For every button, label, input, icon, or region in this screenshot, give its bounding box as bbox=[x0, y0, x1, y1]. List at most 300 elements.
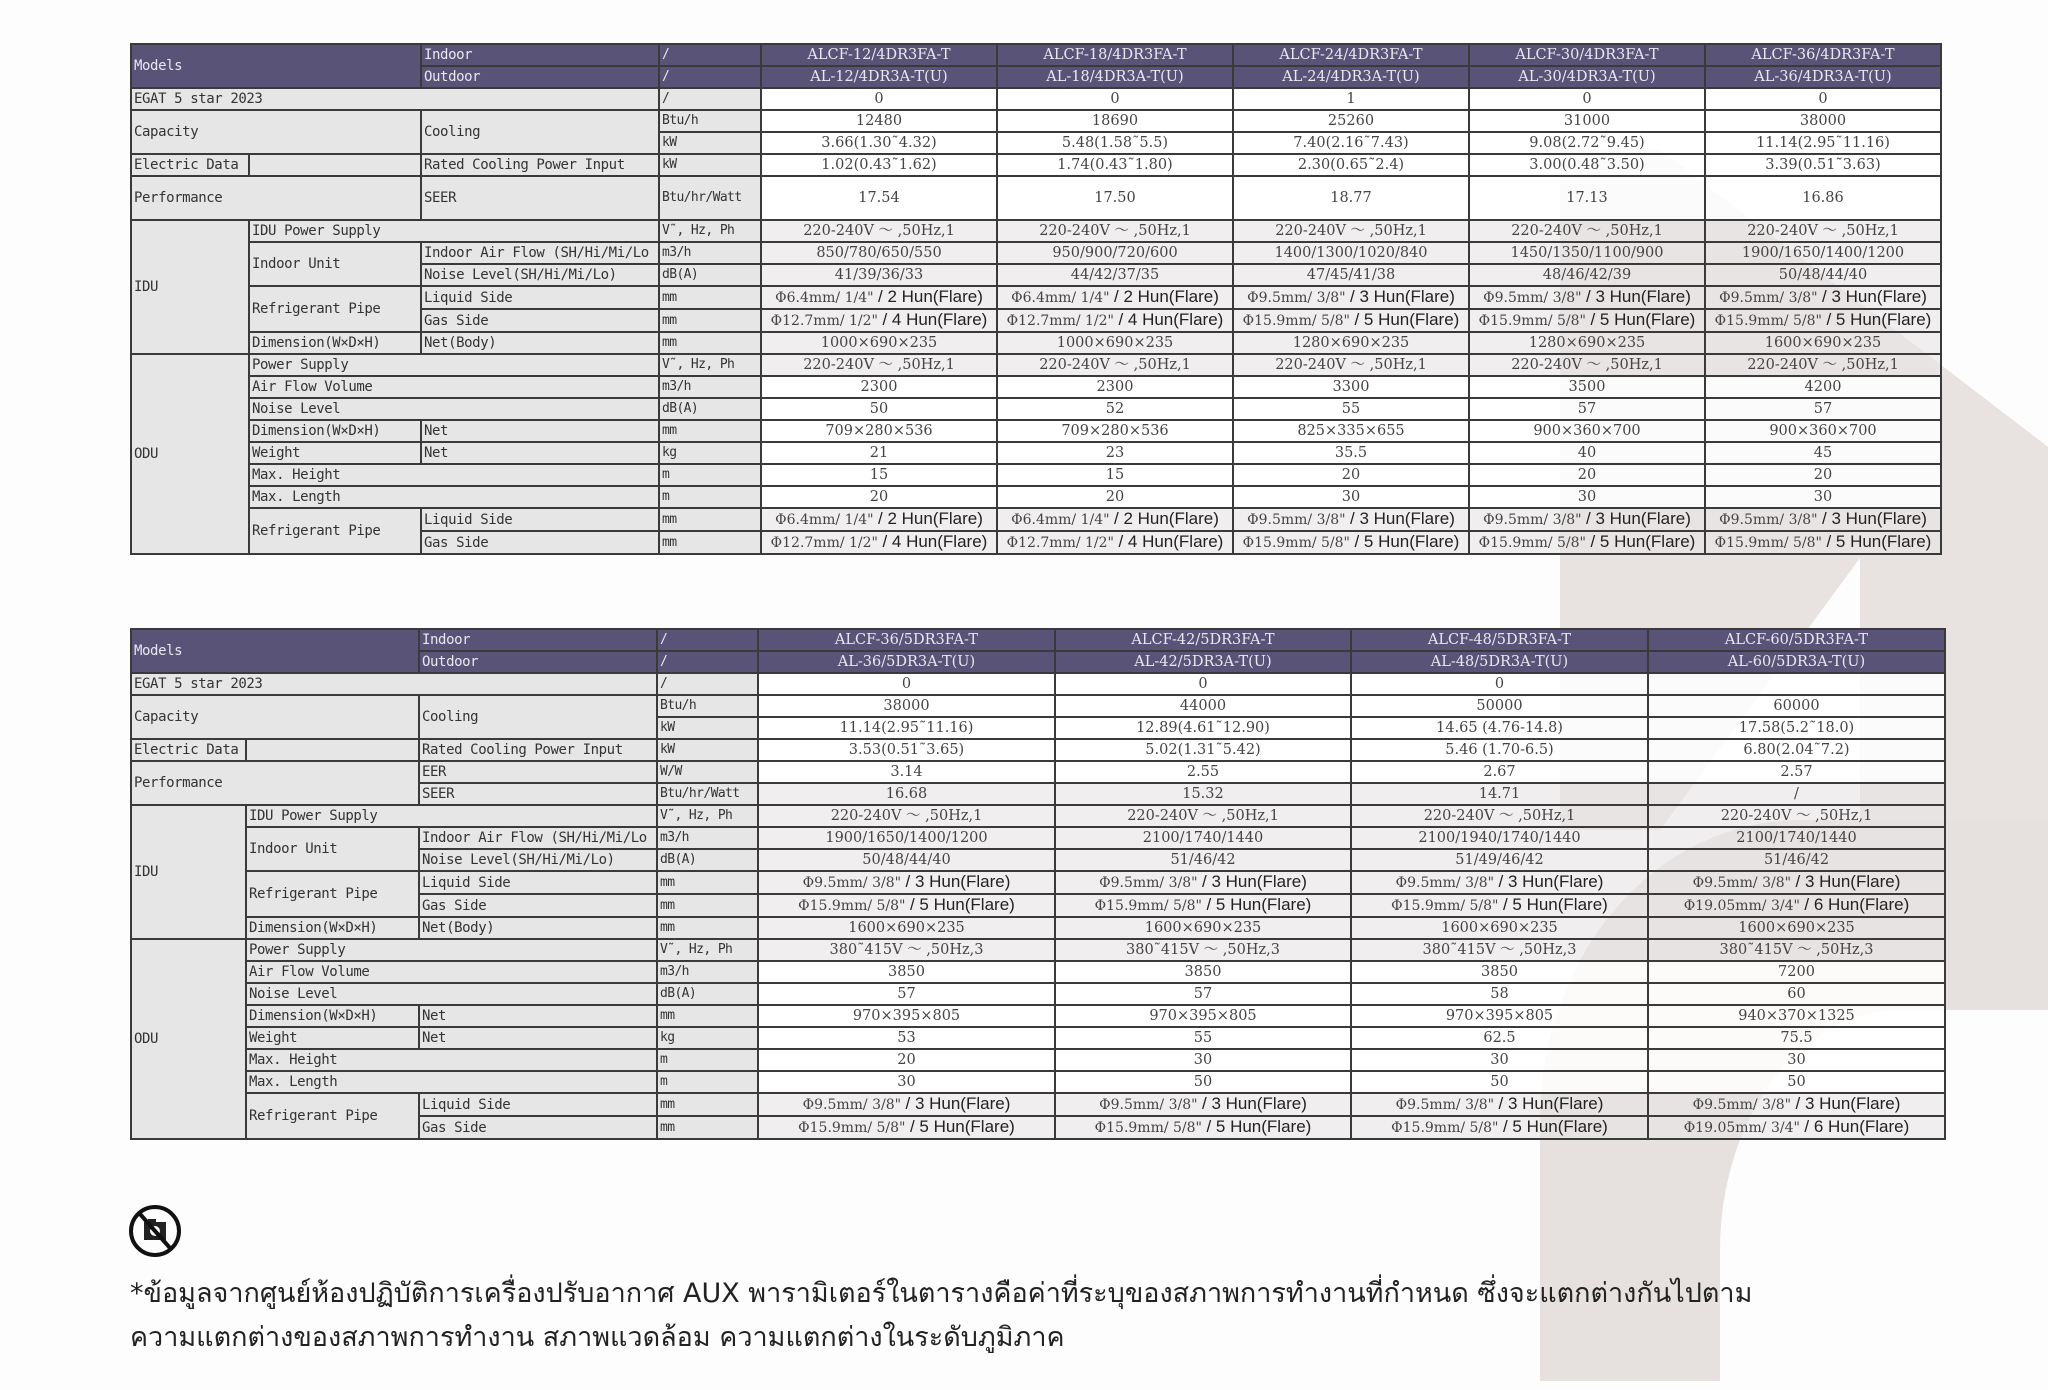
dimension-label: Dimension(W×D×H) bbox=[249, 420, 421, 442]
odu-power: 220-240V ～ ,50Hz,1 bbox=[1705, 354, 1941, 376]
max-height: 20 bbox=[1233, 464, 1469, 486]
table-row bbox=[131, 442, 1941, 464]
egat-value: 1 bbox=[1233, 88, 1469, 110]
indoor-label: Indoor bbox=[421, 44, 659, 66]
pipe-size-hun: / 3 Hun(Flare) bbox=[1586, 287, 1691, 306]
odu-power: 380˜415V ～ ,50Hz,3 bbox=[758, 939, 1055, 961]
max-length: 30 bbox=[1705, 486, 1941, 508]
table-row bbox=[131, 242, 1941, 264]
pipe-size-mm: Φ15.9mm/ 5/8" bbox=[1478, 313, 1586, 329]
odu-power: 220-240V ～ ,50Hz,1 bbox=[1469, 354, 1705, 376]
odu-noise: 58 bbox=[1351, 983, 1648, 1005]
pipe-size-mm: Φ6.4mm/ 1/4" bbox=[775, 290, 874, 306]
pipe-size-mm: Φ12.7mm/ 1/2" bbox=[770, 535, 878, 551]
idu-dimension: 1600×690×235 bbox=[1705, 332, 1941, 354]
power-input: 3.00(0.48˜3.50) bbox=[1469, 154, 1705, 176]
odu-power: 220-240V ～ ,50Hz,1 bbox=[1233, 354, 1469, 376]
noise-value: 51/46/42 bbox=[1055, 849, 1351, 871]
table-row bbox=[131, 398, 1941, 420]
table-row bbox=[131, 805, 1945, 827]
idu-power: 220-240V ～ ,50Hz,1 bbox=[1648, 805, 1945, 827]
idu-dimension: 1000×690×235 bbox=[997, 332, 1233, 354]
rated-power-label: Rated Cooling Power Input bbox=[419, 739, 657, 761]
airflow-label: Indoor Air Flow (SH/Hi/Mi/Lo bbox=[421, 242, 659, 264]
indoor-unit-label: Indoor Unit bbox=[246, 827, 419, 871]
unit-cell: mm bbox=[659, 332, 761, 354]
max-height: 30 bbox=[1055, 1049, 1351, 1071]
seer-value: 17.13 bbox=[1469, 176, 1705, 220]
refrigerant-pipe-label: Refrigerant Pipe bbox=[246, 1093, 419, 1139]
idu-gas-pipe bbox=[758, 894, 1055, 917]
eer-value: 2.55 bbox=[1055, 761, 1351, 783]
disclaimer-line-2: ความแตกต่างของสภาพการทำงาน สภาพแวดล้อม ความแตกต่างในระดับภูมิภาค bbox=[130, 1322, 1065, 1353]
table-row bbox=[131, 220, 1941, 242]
odu-dimension: 709×280×536 bbox=[761, 420, 997, 442]
odu-gas-pipe bbox=[1055, 1116, 1351, 1139]
pipe-size-hun: / 2 Hun(Flare) bbox=[878, 287, 983, 306]
idu-liquid-pipe bbox=[1055, 871, 1351, 894]
pipe-size-hun: / 5 Hun(Flare) bbox=[1354, 310, 1460, 329]
weight-label: Weight bbox=[246, 1027, 419, 1049]
power-supply-label: Power Supply bbox=[249, 354, 659, 376]
capacity-kw: 9.08(2.72˜9.45) bbox=[1469, 132, 1705, 154]
odu-gas-pipe bbox=[1233, 531, 1469, 554]
pipe-size-mm: Φ12.7mm/ 1/2" bbox=[770, 313, 878, 329]
idu-gas-pipe bbox=[1351, 894, 1648, 917]
outdoor-model: AL-12/4DR3A-T(U) bbox=[761, 66, 997, 88]
max-height: 30 bbox=[1648, 1049, 1945, 1071]
odu-airflow: 3850 bbox=[1351, 961, 1648, 983]
pipe-size-mm: Φ15.9mm/ 5/8" bbox=[1094, 1120, 1202, 1136]
odu-airflow: 2300 bbox=[997, 376, 1233, 398]
pipe-size-hun: / 5 Hun(Flare) bbox=[909, 1117, 1015, 1136]
pipe-size-mm: Φ15.9mm/ 5/8" bbox=[1391, 1120, 1499, 1136]
air-flow-volume-label: Air Flow Volume bbox=[249, 376, 659, 398]
unit-cell: mm bbox=[657, 1005, 758, 1027]
odu-airflow: 2300 bbox=[761, 376, 997, 398]
idu-label: IDU bbox=[131, 805, 246, 939]
unit-cell: m bbox=[657, 1071, 758, 1093]
odu-liquid-pipe bbox=[1055, 1093, 1351, 1116]
refrigerant-pipe-label: Refrigerant Pipe bbox=[249, 286, 421, 332]
pipe-size-hun: / 2 Hun(Flare) bbox=[1114, 287, 1219, 306]
net-label: Net bbox=[419, 1027, 657, 1049]
gas-side-label: Gas Side bbox=[421, 309, 659, 332]
outdoor-label: Outdoor bbox=[421, 66, 659, 88]
odu-gas-pipe bbox=[1648, 1116, 1945, 1139]
gas-side-label: Gas Side bbox=[421, 531, 659, 554]
liquid-side-label: Liquid Side bbox=[421, 286, 659, 309]
capacity-btuh: 50000 bbox=[1351, 695, 1648, 717]
airflow-label: Indoor Air Flow (SH/Hi/Mi/Lo bbox=[419, 827, 657, 849]
pipe-size-mm: Φ15.9mm/ 5/8" bbox=[1714, 313, 1822, 329]
indoor-model: ALCF-42/5DR3FA-T bbox=[1055, 629, 1351, 651]
odu-noise: 57 bbox=[1055, 983, 1351, 1005]
pipe-size-hun: / 3 Hun(Flare) bbox=[1586, 509, 1691, 528]
unit-cell: mm bbox=[659, 531, 761, 554]
egat-value: 0 bbox=[758, 673, 1055, 695]
table-row bbox=[131, 486, 1941, 508]
odu-noise: 57 bbox=[1469, 398, 1705, 420]
indoor-model: ALCF-30/4DR3FA-T bbox=[1469, 44, 1705, 66]
odu-dimension: 709×280×536 bbox=[997, 420, 1233, 442]
idu-label: IDU bbox=[131, 220, 249, 354]
noise-value: 48/46/42/39 bbox=[1469, 264, 1705, 286]
no-photo-icon bbox=[128, 1204, 182, 1258]
air-flow-volume-label: Air Flow Volume bbox=[246, 961, 657, 983]
idu-dimension: 1600×690×235 bbox=[758, 917, 1055, 939]
rated-power-label: Rated Cooling Power Input bbox=[421, 154, 659, 176]
idu-power: 220-240V ～ ,50Hz,1 bbox=[1705, 220, 1941, 242]
indoor-model: ALCF-12/4DR3FA-T bbox=[761, 44, 997, 66]
pipe-size-mm: Φ9.5mm/ 3/8" bbox=[1099, 1097, 1198, 1113]
table-row bbox=[131, 917, 1945, 939]
capacity-btuh: 18690 bbox=[997, 110, 1233, 132]
odu-gas-pipe bbox=[758, 1116, 1055, 1139]
unit-cell: dB(A) bbox=[659, 398, 761, 420]
table-row bbox=[131, 1005, 1945, 1027]
idu-power-label: IDU Power Supply bbox=[246, 805, 657, 827]
empty-label bbox=[249, 154, 421, 176]
noise-value: 41/39/36/33 bbox=[761, 264, 997, 286]
capacity-btuh: 38000 bbox=[1705, 110, 1941, 132]
unit-cell: mm bbox=[659, 309, 761, 332]
odu-dimension: 900×360×700 bbox=[1705, 420, 1941, 442]
outdoor-model: AL-36/5DR3A-T(U) bbox=[758, 651, 1055, 673]
capacity-kw: 12.89(4.61˜12.90) bbox=[1055, 717, 1351, 739]
unit-cell: V˜, Hz, Ph bbox=[657, 805, 758, 827]
max-height: 20 bbox=[1705, 464, 1941, 486]
egat-value: 0 bbox=[761, 88, 997, 110]
pipe-size-mm: Φ12.7mm/ 1/2" bbox=[1006, 313, 1114, 329]
empty-label bbox=[246, 739, 419, 761]
pipe-size-hun: / 2 Hun(Flare) bbox=[878, 509, 983, 528]
table-row bbox=[131, 1027, 1945, 1049]
unit-cell: / bbox=[659, 44, 761, 66]
table-row bbox=[131, 508, 1941, 531]
table-row bbox=[131, 961, 1945, 983]
odu-weight: 21 bbox=[761, 442, 997, 464]
egat-value bbox=[1648, 673, 1945, 695]
eer-value: 3.14 bbox=[758, 761, 1055, 783]
airflow-value: 850/780/650/550 bbox=[761, 242, 997, 264]
idu-dimension: 1600×690×235 bbox=[1648, 917, 1945, 939]
capacity-label: Capacity bbox=[131, 695, 419, 739]
gas-side-label: Gas Side bbox=[419, 1116, 657, 1139]
max-length: 50 bbox=[1648, 1071, 1945, 1093]
dimension-label: Dimension(W×D×H) bbox=[246, 1005, 419, 1027]
unit-cell: mm bbox=[659, 286, 761, 309]
pipe-size-mm: Φ12.7mm/ 1/2" bbox=[1006, 535, 1114, 551]
odu-liquid-pipe bbox=[1705, 508, 1941, 531]
idu-power: 220-240V ～ ,50Hz,1 bbox=[758, 805, 1055, 827]
airflow-value: 1400/1300/1020/840 bbox=[1233, 242, 1469, 264]
idu-dimension: 1600×690×235 bbox=[1055, 917, 1351, 939]
table-row bbox=[131, 1093, 1945, 1116]
egat-value: 0 bbox=[997, 88, 1233, 110]
unit-cell: / bbox=[659, 66, 761, 88]
pipe-size-mm: Φ9.5mm/ 3/8" bbox=[802, 1097, 902, 1113]
odu-dimension: 825×335×655 bbox=[1233, 420, 1469, 442]
egat-value: 0 bbox=[1705, 88, 1941, 110]
outdoor-model: AL-30/4DR3A-T(U) bbox=[1469, 66, 1705, 88]
performance-label: Performance bbox=[131, 761, 419, 805]
idu-liquid-pipe bbox=[1648, 871, 1945, 894]
unit-cell: kW bbox=[659, 154, 761, 176]
power-input: 2.30(0.65˜2.4) bbox=[1233, 154, 1469, 176]
max-height-label: Max. Height bbox=[246, 1049, 657, 1071]
net-body-label: Net(Body) bbox=[419, 917, 657, 939]
idu-gas-pipe bbox=[1055, 894, 1351, 917]
indoor-model: ALCF-36/5DR3FA-T bbox=[758, 629, 1055, 651]
indoor-unit-label: Indoor Unit bbox=[249, 242, 421, 286]
seer-label: SEER bbox=[419, 783, 657, 805]
table-row bbox=[131, 176, 1941, 220]
idu-gas-pipe bbox=[761, 309, 997, 332]
outdoor-label: Outdoor bbox=[419, 651, 657, 673]
power-input: 3.53(0.51˜3.65) bbox=[758, 739, 1055, 761]
unit-cell: Btu/h bbox=[657, 695, 758, 717]
table-row bbox=[131, 1071, 1945, 1093]
odu-dimension: 900×360×700 bbox=[1469, 420, 1705, 442]
pipe-size-hun: / 5 Hun(Flare) bbox=[1502, 1117, 1608, 1136]
pipe-size-hun: / 5 Hun(Flare) bbox=[1826, 532, 1932, 551]
egat-value: 0 bbox=[1469, 88, 1705, 110]
odu-gas-pipe bbox=[997, 531, 1233, 554]
models-label: Models bbox=[131, 629, 419, 673]
noise-value: 51/46/42 bbox=[1648, 849, 1945, 871]
table-row bbox=[131, 464, 1941, 486]
pipe-size-mm: Φ15.9mm/ 5/8" bbox=[1242, 313, 1350, 329]
pipe-size-hun: / 4 Hun(Flare) bbox=[882, 310, 988, 329]
pipe-size-mm: Φ9.5mm/ 3/8" bbox=[1483, 512, 1582, 528]
pipe-size-mm: Φ19.05mm/ 3/4" bbox=[1683, 898, 1800, 914]
eer-value: 2.67 bbox=[1351, 761, 1648, 783]
indoor-model: ALCF-36/4DR3FA-T bbox=[1705, 44, 1941, 66]
indoor-model: ALCF-18/4DR3FA-T bbox=[997, 44, 1233, 66]
noise-sh-label: Noise Level(SH/Hi/Mi/Lo) bbox=[419, 849, 657, 871]
pipe-size-mm: Φ15.9mm/ 5/8" bbox=[1391, 898, 1499, 914]
pipe-size-hun: / 3 Hun(Flare) bbox=[1822, 287, 1927, 306]
max-length: 50 bbox=[1351, 1071, 1648, 1093]
table-row bbox=[131, 939, 1945, 961]
odu-weight: 62.5 bbox=[1351, 1027, 1648, 1049]
outdoor-model: AL-18/4DR3A-T(U) bbox=[997, 66, 1233, 88]
capacity-label: Capacity bbox=[131, 110, 421, 154]
disclaimer-line-1: *ข้อมูลจากศูนย์ห้องปฏิบัติการเครื่องปรับอากาศ AUX พารามิเตอร์ในตารางคือค่าที่ระบุของสภาพการทำงานที่กำหนด ซึ่งจะแตกต่างกันไปตาม bbox=[130, 1278, 1753, 1309]
unit-cell: kg bbox=[659, 442, 761, 464]
odu-liquid-pipe bbox=[1648, 1093, 1945, 1116]
unit-cell: Btu/hr/Watt bbox=[659, 176, 761, 220]
odu-dimension: 970×395×805 bbox=[758, 1005, 1055, 1027]
noise-value: 51/49/46/42 bbox=[1351, 849, 1648, 871]
pipe-size-hun: / 3 Hun(Flare) bbox=[1822, 509, 1927, 528]
table-row bbox=[131, 286, 1941, 309]
seer-value: / bbox=[1648, 783, 1945, 805]
eer-label: EER bbox=[419, 761, 657, 783]
pipe-size-mm: Φ6.4mm/ 1/4" bbox=[775, 512, 874, 528]
idu-gas-pipe bbox=[1648, 894, 1945, 917]
dimension-label: Dimension(W×D×H) bbox=[249, 332, 421, 354]
idu-power: 220-240V ～ ,50Hz,1 bbox=[1233, 220, 1469, 242]
pipe-size-hun: / 5 Hun(Flare) bbox=[1826, 310, 1932, 329]
unit-cell: m3/h bbox=[657, 827, 758, 849]
capacity-kw: 14.65 (4.76-14.8) bbox=[1351, 717, 1648, 739]
odu-weight: 45 bbox=[1705, 442, 1941, 464]
weight-label: Weight bbox=[249, 442, 421, 464]
idu-power-label: IDU Power Supply bbox=[249, 220, 659, 242]
odu-liquid-pipe bbox=[1351, 1093, 1648, 1116]
odu-weight: 53 bbox=[758, 1027, 1055, 1049]
max-length: 30 bbox=[1469, 486, 1705, 508]
egat-value: 0 bbox=[1055, 673, 1351, 695]
airflow-value: 950/900/720/600 bbox=[997, 242, 1233, 264]
egat-label: EGAT 5 star 2023 bbox=[131, 88, 659, 110]
odu-power: 380˜415V ～ ,50Hz,3 bbox=[1351, 939, 1648, 961]
power-input: 6.80(2.04˜7.2) bbox=[1648, 739, 1945, 761]
egat-label: EGAT 5 star 2023 bbox=[131, 673, 657, 695]
capacity-kw: 11.14(2.95˜11.16) bbox=[1705, 132, 1941, 154]
airflow-value: 2100/1940/1740/1440 bbox=[1351, 827, 1648, 849]
pipe-size-mm: Φ9.5mm/ 3/8" bbox=[1719, 512, 1818, 528]
unit-cell: kg bbox=[657, 1027, 758, 1049]
odu-gas-pipe bbox=[1705, 531, 1941, 554]
max-length: 30 bbox=[758, 1071, 1055, 1093]
pipe-size-mm: Φ15.9mm/ 5/8" bbox=[798, 1120, 906, 1136]
dimension-label: Dimension(W×D×H) bbox=[246, 917, 419, 939]
idu-liquid-pipe bbox=[1469, 286, 1705, 309]
table-row bbox=[131, 354, 1941, 376]
unit-cell: mm bbox=[659, 508, 761, 531]
unit-cell: Btu/hr/Watt bbox=[657, 783, 758, 805]
pipe-size-hun: / 5 Hun(Flare) bbox=[1206, 1117, 1312, 1136]
outdoor-model: AL-60/5DR3A-T(U) bbox=[1648, 651, 1945, 673]
capacity-btuh: 38000 bbox=[758, 695, 1055, 717]
outdoor-model: AL-36/4DR3A-T(U) bbox=[1705, 66, 1941, 88]
seer-value: 18.77 bbox=[1233, 176, 1469, 220]
odu-liquid-pipe bbox=[1469, 508, 1705, 531]
seer-value: 16.86 bbox=[1705, 176, 1941, 220]
pipe-size-hun: / 3 Hun(Flare) bbox=[905, 1094, 1011, 1113]
table-row bbox=[131, 761, 1945, 783]
odu-airflow: 7200 bbox=[1648, 961, 1945, 983]
table-row bbox=[131, 420, 1941, 442]
power-input: 5.02(1.31˜5.42) bbox=[1055, 739, 1351, 761]
pipe-size-mm: Φ19.05mm/ 3/4" bbox=[1683, 1120, 1800, 1136]
max-height-label: Max. Height bbox=[249, 464, 659, 486]
unit-cell: mm bbox=[657, 871, 758, 894]
egat-value: 0 bbox=[1351, 673, 1648, 695]
odu-gas-pipe bbox=[1469, 531, 1705, 554]
odu-weight: 23 bbox=[997, 442, 1233, 464]
capacity-kw: 5.48(1.58˜5.5) bbox=[997, 132, 1233, 154]
pipe-size-mm: Φ9.5mm/ 3/8" bbox=[1099, 875, 1198, 891]
idu-gas-pipe bbox=[1233, 309, 1469, 332]
noise-value: 50/48/44/40 bbox=[758, 849, 1055, 871]
odu-power: 380˜415V ～ ,50Hz,3 bbox=[1055, 939, 1351, 961]
net-label: Net bbox=[421, 420, 659, 442]
capacity-btuh: 12480 bbox=[761, 110, 997, 132]
odu-gas-pipe bbox=[761, 531, 997, 554]
capacity-kw: 3.66(1.30˜4.32) bbox=[761, 132, 997, 154]
pipe-size-mm: Φ15.9mm/ 5/8" bbox=[1478, 535, 1586, 551]
idu-liquid-pipe bbox=[761, 286, 997, 309]
pipe-size-hun: / 3 Hun(Flare) bbox=[1202, 1094, 1307, 1113]
airflow-value: 2100/1740/1440 bbox=[1055, 827, 1351, 849]
pipe-size-hun: / 3 Hun(Flare) bbox=[1498, 872, 1604, 891]
pipe-size-mm: Φ9.5mm/ 3/8" bbox=[1483, 290, 1582, 306]
capacity-btuh: 44000 bbox=[1055, 695, 1351, 717]
capacity-kw: 7.40(2.16˜7.43) bbox=[1233, 132, 1469, 154]
odu-airflow: 3850 bbox=[758, 961, 1055, 983]
idu-power: 220-240V ～ ,50Hz,1 bbox=[997, 220, 1233, 242]
max-height: 15 bbox=[761, 464, 997, 486]
pipe-size-hun: / 3 Hun(Flare) bbox=[1795, 1094, 1901, 1113]
table-row bbox=[131, 673, 1945, 695]
odu-power: 380˜415V ～ ,50Hz,3 bbox=[1648, 939, 1945, 961]
table-row bbox=[131, 1049, 1945, 1071]
airflow-value: 2100/1740/1440 bbox=[1648, 827, 1945, 849]
unit-cell: kW bbox=[657, 739, 758, 761]
pipe-size-hun: / 4 Hun(Flare) bbox=[882, 532, 988, 551]
table-row bbox=[131, 871, 1945, 894]
unit-cell: dB(A) bbox=[659, 264, 761, 286]
odu-noise: 50 bbox=[761, 398, 997, 420]
table-row bbox=[131, 695, 1945, 717]
power-input: 3.39(0.51˜3.63) bbox=[1705, 154, 1941, 176]
max-height: 15 bbox=[997, 464, 1233, 486]
idu-dimension: 1600×690×235 bbox=[1351, 917, 1648, 939]
capacity-btuh: 60000 bbox=[1648, 695, 1945, 717]
odu-noise: 52 bbox=[997, 398, 1233, 420]
odu-dimension: 970×395×805 bbox=[1351, 1005, 1648, 1027]
noise-value: 44/42/37/35 bbox=[997, 264, 1233, 286]
noise-level-label: Noise Level bbox=[246, 983, 657, 1005]
pipe-size-hun: / 5 Hun(Flare) bbox=[1354, 532, 1460, 551]
outdoor-model: AL-24/4DR3A-T(U) bbox=[1233, 66, 1469, 88]
max-length: 20 bbox=[761, 486, 997, 508]
indoor-label: Indoor bbox=[419, 629, 657, 651]
idu-dimension: 1280×690×235 bbox=[1233, 332, 1469, 354]
capacity-btuh: 25260 bbox=[1233, 110, 1469, 132]
liquid-side-label: Liquid Side bbox=[421, 508, 659, 531]
table-row bbox=[131, 44, 1941, 66]
pipe-size-hun: / 5 Hun(Flare) bbox=[1590, 310, 1696, 329]
power-input: 1.02(0.43˜1.62) bbox=[761, 154, 997, 176]
table-row bbox=[131, 332, 1941, 354]
pipe-size-hun: / 5 Hun(Flare) bbox=[1206, 895, 1312, 914]
odu-weight: 40 bbox=[1469, 442, 1705, 464]
pipe-size-hun: / 3 Hun(Flare) bbox=[1350, 287, 1455, 306]
max-length-label: Max. Length bbox=[249, 486, 659, 508]
pipe-size-mm: Φ9.5mm/ 3/8" bbox=[1692, 875, 1792, 891]
outdoor-model: AL-48/5DR3A-T(U) bbox=[1351, 651, 1648, 673]
odu-power: 220-240V ～ ,50Hz,1 bbox=[761, 354, 997, 376]
noise-sh-label: Noise Level(SH/Hi/Mi/Lo) bbox=[421, 264, 659, 286]
idu-gas-pipe bbox=[1469, 309, 1705, 332]
max-length: 30 bbox=[1233, 486, 1469, 508]
seer-label: SEER bbox=[421, 176, 659, 220]
idu-dimension: 1280×690×235 bbox=[1469, 332, 1705, 354]
pipe-size-hun: / 5 Hun(Flare) bbox=[1590, 532, 1696, 551]
idu-dimension: 1000×690×235 bbox=[761, 332, 997, 354]
odu-weight: 75.5 bbox=[1648, 1027, 1945, 1049]
idu-liquid-pipe bbox=[1233, 286, 1469, 309]
odu-liquid-pipe bbox=[1233, 508, 1469, 531]
refrigerant-pipe-label: Refrigerant Pipe bbox=[246, 871, 419, 917]
eer-value: 2.57 bbox=[1648, 761, 1945, 783]
unit-cell: / bbox=[657, 629, 758, 651]
